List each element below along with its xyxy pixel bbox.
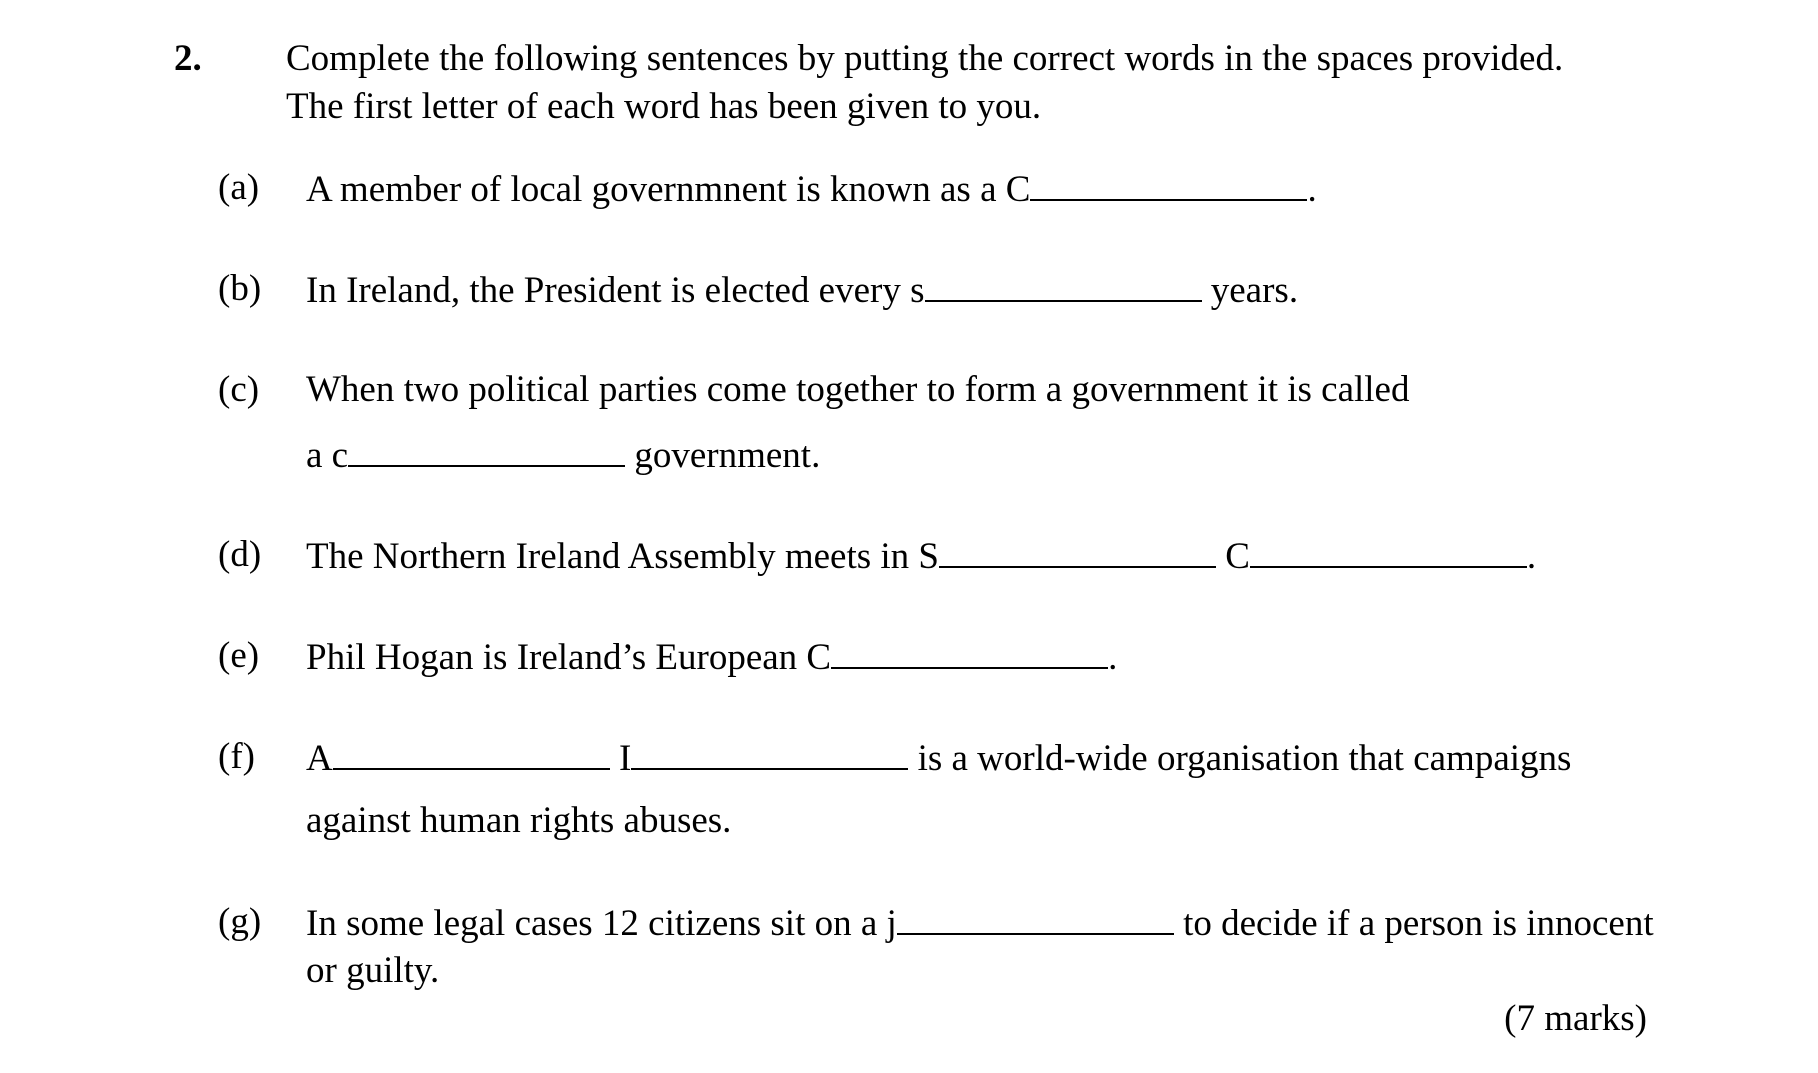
item-label-g: (g) [218, 901, 262, 942]
answer-blank-f1[interactable] [333, 738, 610, 770]
item-g-after: to decide if a person is innocent [1183, 903, 1654, 944]
item-c-line2 [306, 435, 820, 474]
marks-label: (7 marks) [1504, 998, 1647, 1039]
item-f-line2: against human rights abuses. [306, 800, 732, 841]
item-label-b: (b) [218, 268, 262, 309]
item-a-end: . [1307, 169, 1317, 210]
answer-blank-b[interactable] [925, 270, 1202, 302]
instruction-line-2: The first letter of each word has been given to you. [286, 86, 1042, 127]
answer-blank-g[interactable] [897, 903, 1174, 935]
answer-blank-f2[interactable] [631, 738, 908, 770]
item-f-mid: I [618, 738, 632, 779]
item-label-a: (a) [218, 167, 260, 208]
answer-blank-a[interactable] [1030, 169, 1307, 201]
item-f-after: is a world-wide organisation that campaigns [917, 738, 1572, 779]
item-label-c: (c) [218, 369, 260, 410]
item-a-text: A member of local governmnent is known as a C [306, 169, 1031, 210]
item-b-after: years. [1210, 270, 1299, 311]
answer-blank-d1[interactable] [939, 536, 1216, 568]
item-e-end: . [1108, 637, 1118, 678]
item-d-text: The Northern Ireland Assembly meets in S [306, 536, 939, 577]
instruction-line-1: Complete the following sentences by putting the correct words in the spaces provided. [286, 38, 1564, 79]
answer-blank-d2[interactable] [1250, 536, 1527, 568]
item-f [306, 738, 1571, 777]
item-b [306, 270, 1298, 309]
item-c-start: a c [306, 435, 349, 476]
item-d-mid: C [1225, 536, 1250, 577]
item-g-text: In some legal cases 12 citizens sit on a j [306, 903, 897, 944]
item-f-start: A [306, 738, 333, 779]
item-c-line1: When two political parties come together to form a government it is called [306, 369, 1410, 410]
item-c-after: government. [634, 435, 821, 476]
item-a [306, 169, 1317, 208]
item-g-line2: or guilty. [306, 950, 440, 991]
answer-blank-c[interactable] [348, 435, 625, 467]
item-label-d: (d) [218, 534, 262, 575]
item-d [306, 536, 1536, 575]
answer-blank-e[interactable] [831, 637, 1108, 669]
item-b-text: In Ireland, the President is elected every s [306, 270, 925, 311]
item-e-text: Phil Hogan is Ireland’s European C [306, 637, 832, 678]
item-g [306, 903, 1654, 942]
question-number: 2. [174, 38, 202, 79]
item-e [306, 637, 1117, 676]
item-label-e: (e) [218, 635, 260, 676]
item-label-f: (f) [218, 736, 255, 777]
item-d-end: . [1526, 536, 1537, 577]
